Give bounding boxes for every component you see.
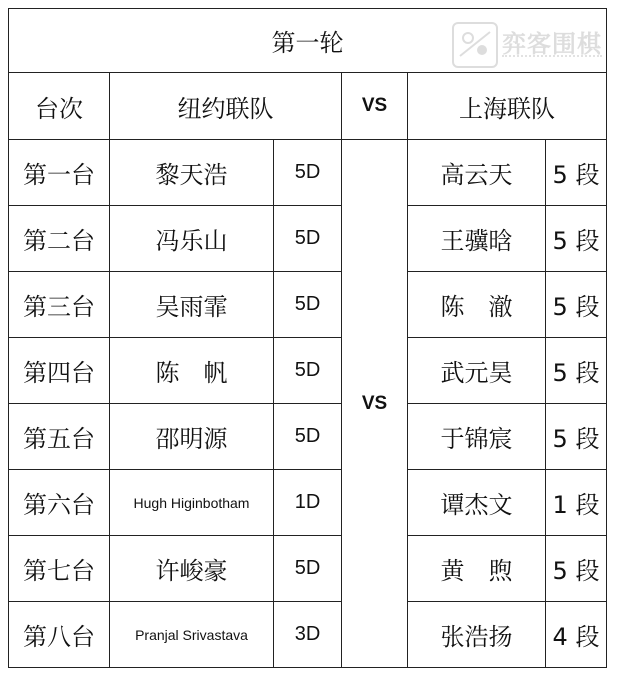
header-vs: VS [342,73,408,140]
table-row [9,536,607,602]
board-label: 第四台 [9,338,110,404]
team-b-rank: 5 段 [546,536,607,602]
team-b-player: 张浩扬 [408,602,546,668]
header-team-a: 纽约联队 [110,73,342,140]
team-b-rank: 5 段 [546,272,607,338]
team-b-rank: 5 段 [546,206,607,272]
team-a-player: 黎天浩 [110,140,274,206]
team-b-rank: 4 段 [546,602,607,668]
round-title: 第一轮 [9,9,607,73]
table-row [9,404,607,470]
team-a-rank: 3D [274,602,342,668]
board-label: 第六台 [9,470,110,536]
team-b-rank: 5 段 [546,404,607,470]
team-a-player: 陈 帆 [110,338,274,404]
team-b-player: 谭杰文 [408,470,546,536]
header-team-b: 上海联队 [408,73,607,140]
team-a-player: Pranjal Srivastava [110,602,274,668]
table-row [9,602,607,668]
team-a-player: 许峻豪 [110,536,274,602]
board-label: 第三台 [9,272,110,338]
board-label: 第一台 [9,140,110,206]
center-vs: VS [342,140,408,668]
table-row [9,272,607,338]
team-a-player: 吴雨霏 [110,272,274,338]
team-a-rank: 5D [274,536,342,602]
title-row [9,9,607,73]
team-a-player: Hugh Higinbotham [110,470,274,536]
team-b-player: 王骥晗 [408,206,546,272]
table-row [9,470,607,536]
team-b-player: 陈 澈 [408,272,546,338]
team-a-rank: 5D [274,404,342,470]
team-b-rank: 5 段 [546,140,607,206]
team-b-rank: 1 段 [546,470,607,536]
team-b-player: 武元昊 [408,338,546,404]
team-a-rank: 5D [274,272,342,338]
board-label: 第八台 [9,602,110,668]
watermark-text: 弈客围棋 [502,30,602,58]
board-label: 第七台 [9,536,110,602]
team-b-rank: 5 段 [546,338,607,404]
team-b-player: 高云天 [408,140,546,206]
team-a-player: 邵明源 [110,404,274,470]
team-b-player: 黄 煦 [408,536,546,602]
match-table [8,8,607,668]
team-a-rank: 1D [274,470,342,536]
team-a-rank: 5D [274,338,342,404]
team-a-rank: 5D [274,140,342,206]
header-board: 台次 [9,73,110,140]
board-label: 第五台 [9,404,110,470]
table-row [9,338,607,404]
table-row [9,140,607,206]
team-a-rank: 5D [274,206,342,272]
board-label: 第二台 [9,206,110,272]
table-row [9,206,607,272]
team-a-player: 冯乐山 [110,206,274,272]
header-row [9,73,607,140]
team-b-player: 于锦宸 [408,404,546,470]
